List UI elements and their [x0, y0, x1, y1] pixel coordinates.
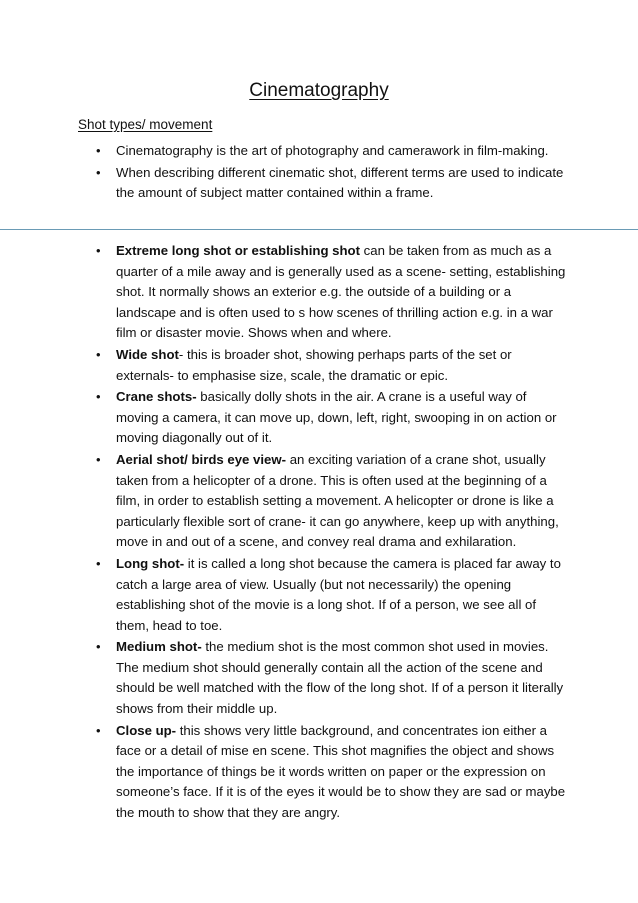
- bullet-text: Cinematography is the art of photography and camerawork in film-making.: [116, 143, 549, 158]
- shot-description: - this is broader shot, showing perhaps parts of the set or externals- to emphasise size, scale, the dramatic or epic.: [116, 346, 512, 383]
- section-subtitle: Shot types/ movement: [78, 117, 213, 132]
- bullet-text: When describing different cinematic shot, different terms are used to indicate the amount of subject matter contained within a frame.: [116, 164, 564, 201]
- shot-description: basically dolly shots in the air. A crane is a useful way of moving a camera, it can move up, down, left, right, swooping in on action or moving diagonally out of it.: [116, 389, 557, 446]
- list-item: [96, 721, 568, 824]
- shot-term: Aerial shot/ birds eye view-: [116, 451, 287, 467]
- shot-description: an exciting variation of a crane shot, usually taken from a helicopter of a drone. This is often used at the beginning of a film, in order to establish setting a movement. A helicopter or drone is like a particularly flexible sort of crane- it can go anywhere, keep up with anything, move in and out of a scene, and convey real drama and exhilaration.: [116, 451, 559, 550]
- shot-description: it is called a long shot because the camera is placed far away to catch a large area of view. Usually (but not necessarily) the opening establishing shot of the movie is a long shot. If of a person, we see all of them, head to toe.: [116, 555, 561, 633]
- page-title: Cinematography: [249, 80, 389, 101]
- bullet-icon: •: [96, 722, 101, 738]
- list-item: [96, 163, 568, 204]
- shot-term: Medium shot-: [116, 639, 202, 655]
- bullet-icon: •: [96, 555, 101, 571]
- shot-term: Close up-: [116, 722, 177, 738]
- bullet-icon: •: [96, 346, 101, 362]
- list-item: [96, 141, 568, 162]
- list-item: [96, 450, 568, 553]
- shot-description: can be taken from as much as a quarter of a mile away and is generally used as a scene- setting, establishing shot. It normally shows an exterior e.g. the outside of a building or a landscape and is often used to s how scenes of thrilling action e.g. in a war film or disaster movie. Shows when and where.: [116, 243, 566, 341]
- bullet-icon: •: [96, 243, 101, 258]
- bullet-icon: •: [96, 389, 101, 405]
- list-item: [96, 345, 568, 386]
- list-item: [96, 554, 568, 636]
- bullet-icon: •: [96, 639, 101, 655]
- bullet-icon: •: [96, 164, 101, 180]
- shot-term: Crane shots-: [116, 389, 197, 405]
- shot-term: Extreme long shot or establishing shot: [116, 243, 361, 258]
- shot-term: Long shot-: [116, 555, 185, 571]
- bullet-icon: •: [96, 143, 101, 158]
- intro-bullet-list: [96, 141, 568, 205]
- shot-description: the medium shot is the most common shot used in movies. The medium shot should generally contain all the action of the scene and should be well matched with the flow of the long shot. If of a person it literally shows from their middle up.: [116, 639, 564, 717]
- section-divider: [0, 229, 638, 230]
- shot-description: this shows very little background, and concentrates ion either a face or a detail of mise en scene. This shot magnifies the object and shows the importance of things be it words written on paper or the expression on someone’s face. If it is of the eyes it would be to show they are sad or maybe the mouth to show that they are angry.: [116, 722, 566, 821]
- list-item: [96, 637, 568, 719]
- list-item: [96, 241, 568, 344]
- shot-term: Wide shot: [116, 346, 179, 362]
- shot-types-bullet-list: [96, 241, 568, 825]
- bullet-icon: •: [96, 451, 101, 467]
- list-item: [96, 387, 568, 449]
